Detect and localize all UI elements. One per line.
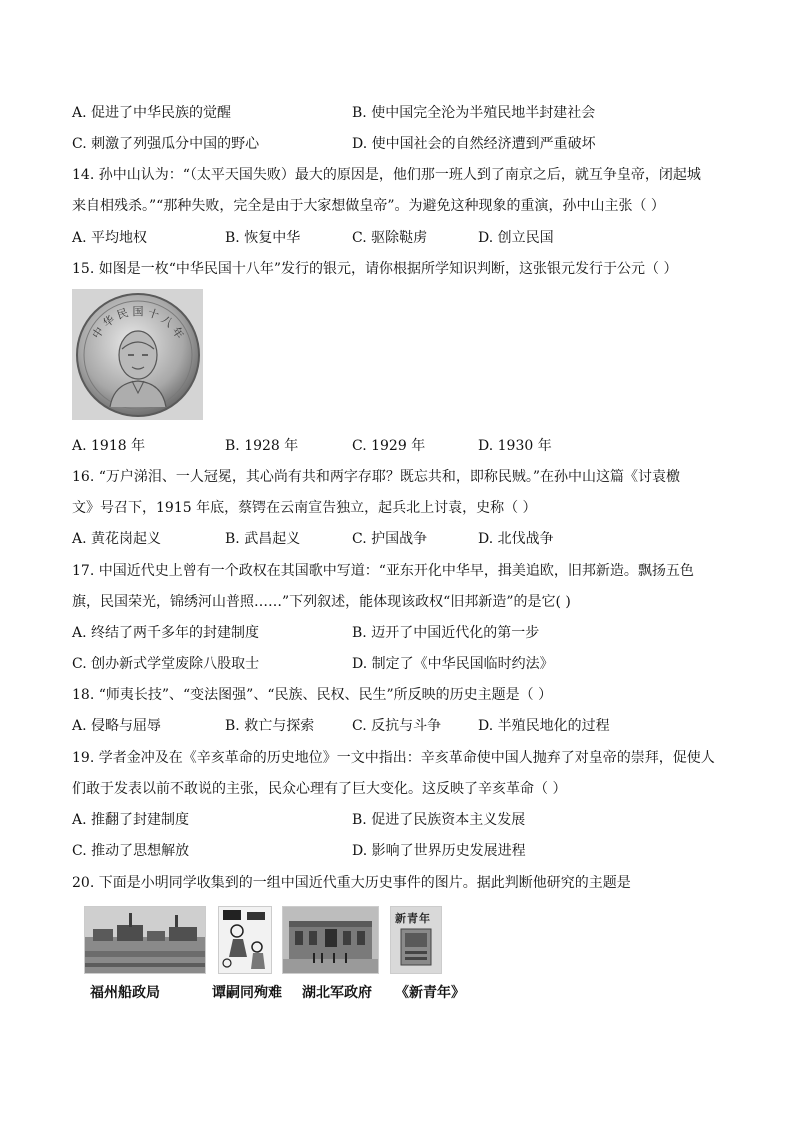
q16-option-b: B. 武昌起义 [225, 531, 301, 547]
tan-sitong-illustration [218, 906, 272, 974]
new-youth-magazine-cover [390, 906, 442, 974]
q19-option-b: B. 促进了民族资本主义发展 [352, 812, 526, 828]
q17-option-a: A. 终结了两千多年的封建制度 [72, 625, 260, 641]
q19-option-c: C. 推动了思想解放 [72, 843, 190, 859]
fuzhou-shipyard-photo [84, 906, 206, 974]
q18-option-a: A. 侵略与屈辱 [72, 718, 162, 734]
coin-inscription: 中 华 民 国 十 八 年 [89, 305, 187, 342]
q20-stem-line1: 20. 下面是小明同学收集到的一组中国近代重大历史事件的图片。据此判断他研究的主题是 [72, 875, 631, 891]
q18-option-d: D. 半殖民地化的过程 [478, 718, 610, 734]
caption-new-youth: 《新青年》 [395, 985, 465, 1001]
q18-option-c: C. 反抗与斗争 [352, 718, 442, 734]
q15-option-b: B. 1928 年 [225, 438, 299, 454]
q16-option-a: A. 黄花岗起义 [72, 531, 162, 547]
q16-stem-line2: 文》号召下，1915 年底，蔡锷在云南宣告独立，起兵北上讨袁，史称（ ） [72, 500, 537, 516]
q16-option-d: D. 北伐战争 [478, 531, 554, 547]
q13-option-a: A. 促进了中华民族的觉醒 [72, 105, 232, 121]
q18-stem-line1: 18. “师夷长技”、“变法图强”、“民族、民权、民生”所反映的历史主题是（ ） [72, 687, 553, 703]
q19-stem-line1: 19. 学者金冲及在《辛亥革命的历史地位》一文中指出：辛亥革命使中国人抛弃了对皇帝的崇拜，促使人 [72, 750, 715, 766]
q15-option-c: C. 1929 年 [352, 438, 426, 454]
q14-option-a: A. 平均地权 [72, 230, 148, 246]
q15-stem-line1: 15. 如图是一枚“中华民国十八年”发行的银元，请你根据所学知识判断，这张银元发行于公元（ ） [72, 261, 678, 277]
q13-option-d: D. 使中国社会的自然经济遭到严重破坏 [352, 136, 596, 152]
q14-option-d: D. 创立民国 [478, 230, 554, 246]
q19-option-a: A. 推翻了封建制度 [72, 812, 190, 828]
caption-hubei-military-government: 湖北军政府 [302, 985, 372, 1001]
magazine-title: 新青年 [395, 912, 431, 925]
hubei-military-government-photo [282, 906, 379, 974]
q19-option-d: D. 影响了世界历史发展进程 [352, 843, 526, 859]
q16-option-c: C. 护国战争 [352, 531, 428, 547]
caption-tan-sitong: 谭嗣同殉难 [212, 985, 282, 1001]
caption-fuzhou-shipyard: 福州船政局 [90, 985, 160, 1001]
q17-option-b: B. 迈开了中国近代化的第一步 [352, 625, 540, 641]
q14-option-c: C. 驱除鞑虏 [352, 230, 428, 246]
q17-option-c: C. 创办新式学堂废除八股取士 [72, 656, 260, 672]
q14-option-b: B. 恢复中华 [225, 230, 301, 246]
q17-option-d: D. 制定了《中华民国临时约法》 [352, 656, 554, 672]
q17-stem-line2: 旗，民国荣光，锦绣河山普照……”下列叙述，能体现该政权“旧邦新造”的是它( ) [72, 594, 571, 610]
q16-stem-line1: 16. “万户涕泪、一人冠冕，其心尚有共和两字存耶？既忘共和，即称民贼。”在孙中山这篇《讨袁檄 [72, 469, 681, 485]
q13-option-b: B. 使中国完全沦为半殖民地半封建社会 [352, 105, 596, 121]
q18-option-b: B. 救亡与探索 [225, 718, 315, 734]
silver-coin-image [72, 289, 203, 420]
q17-stem-line1: 17. 中国近代史上曾有一个政权在其国歌中写道：“亚东开化中华早，揖美追欧，旧邦新造。飘扬五色 [72, 563, 694, 579]
q15-option-a: A. 1918 年 [72, 438, 146, 454]
silver-coin-illustration [72, 289, 203, 420]
q14-stem-line1: 14. 孙中山认为：“（太平天国失败）最大的原因是，他们那一班人到了南京之后，就互争皇帝，闭起城 [72, 167, 701, 183]
q15-option-d: D. 1930 年 [478, 438, 552, 454]
q13-option-c: C. 刺激了列强瓜分中国的野心 [72, 136, 260, 152]
q14-stem-line2: 来自相残杀。”“那种失败，完全是由于大家想做皇帝”。为避免这种现象的重演，孙中山主张（ ） [72, 198, 665, 214]
q19-stem-line2: 们敢于发表以前不敢说的主张，民众心理有了巨大变化。这反映了辛亥革命（ ） [72, 781, 567, 797]
